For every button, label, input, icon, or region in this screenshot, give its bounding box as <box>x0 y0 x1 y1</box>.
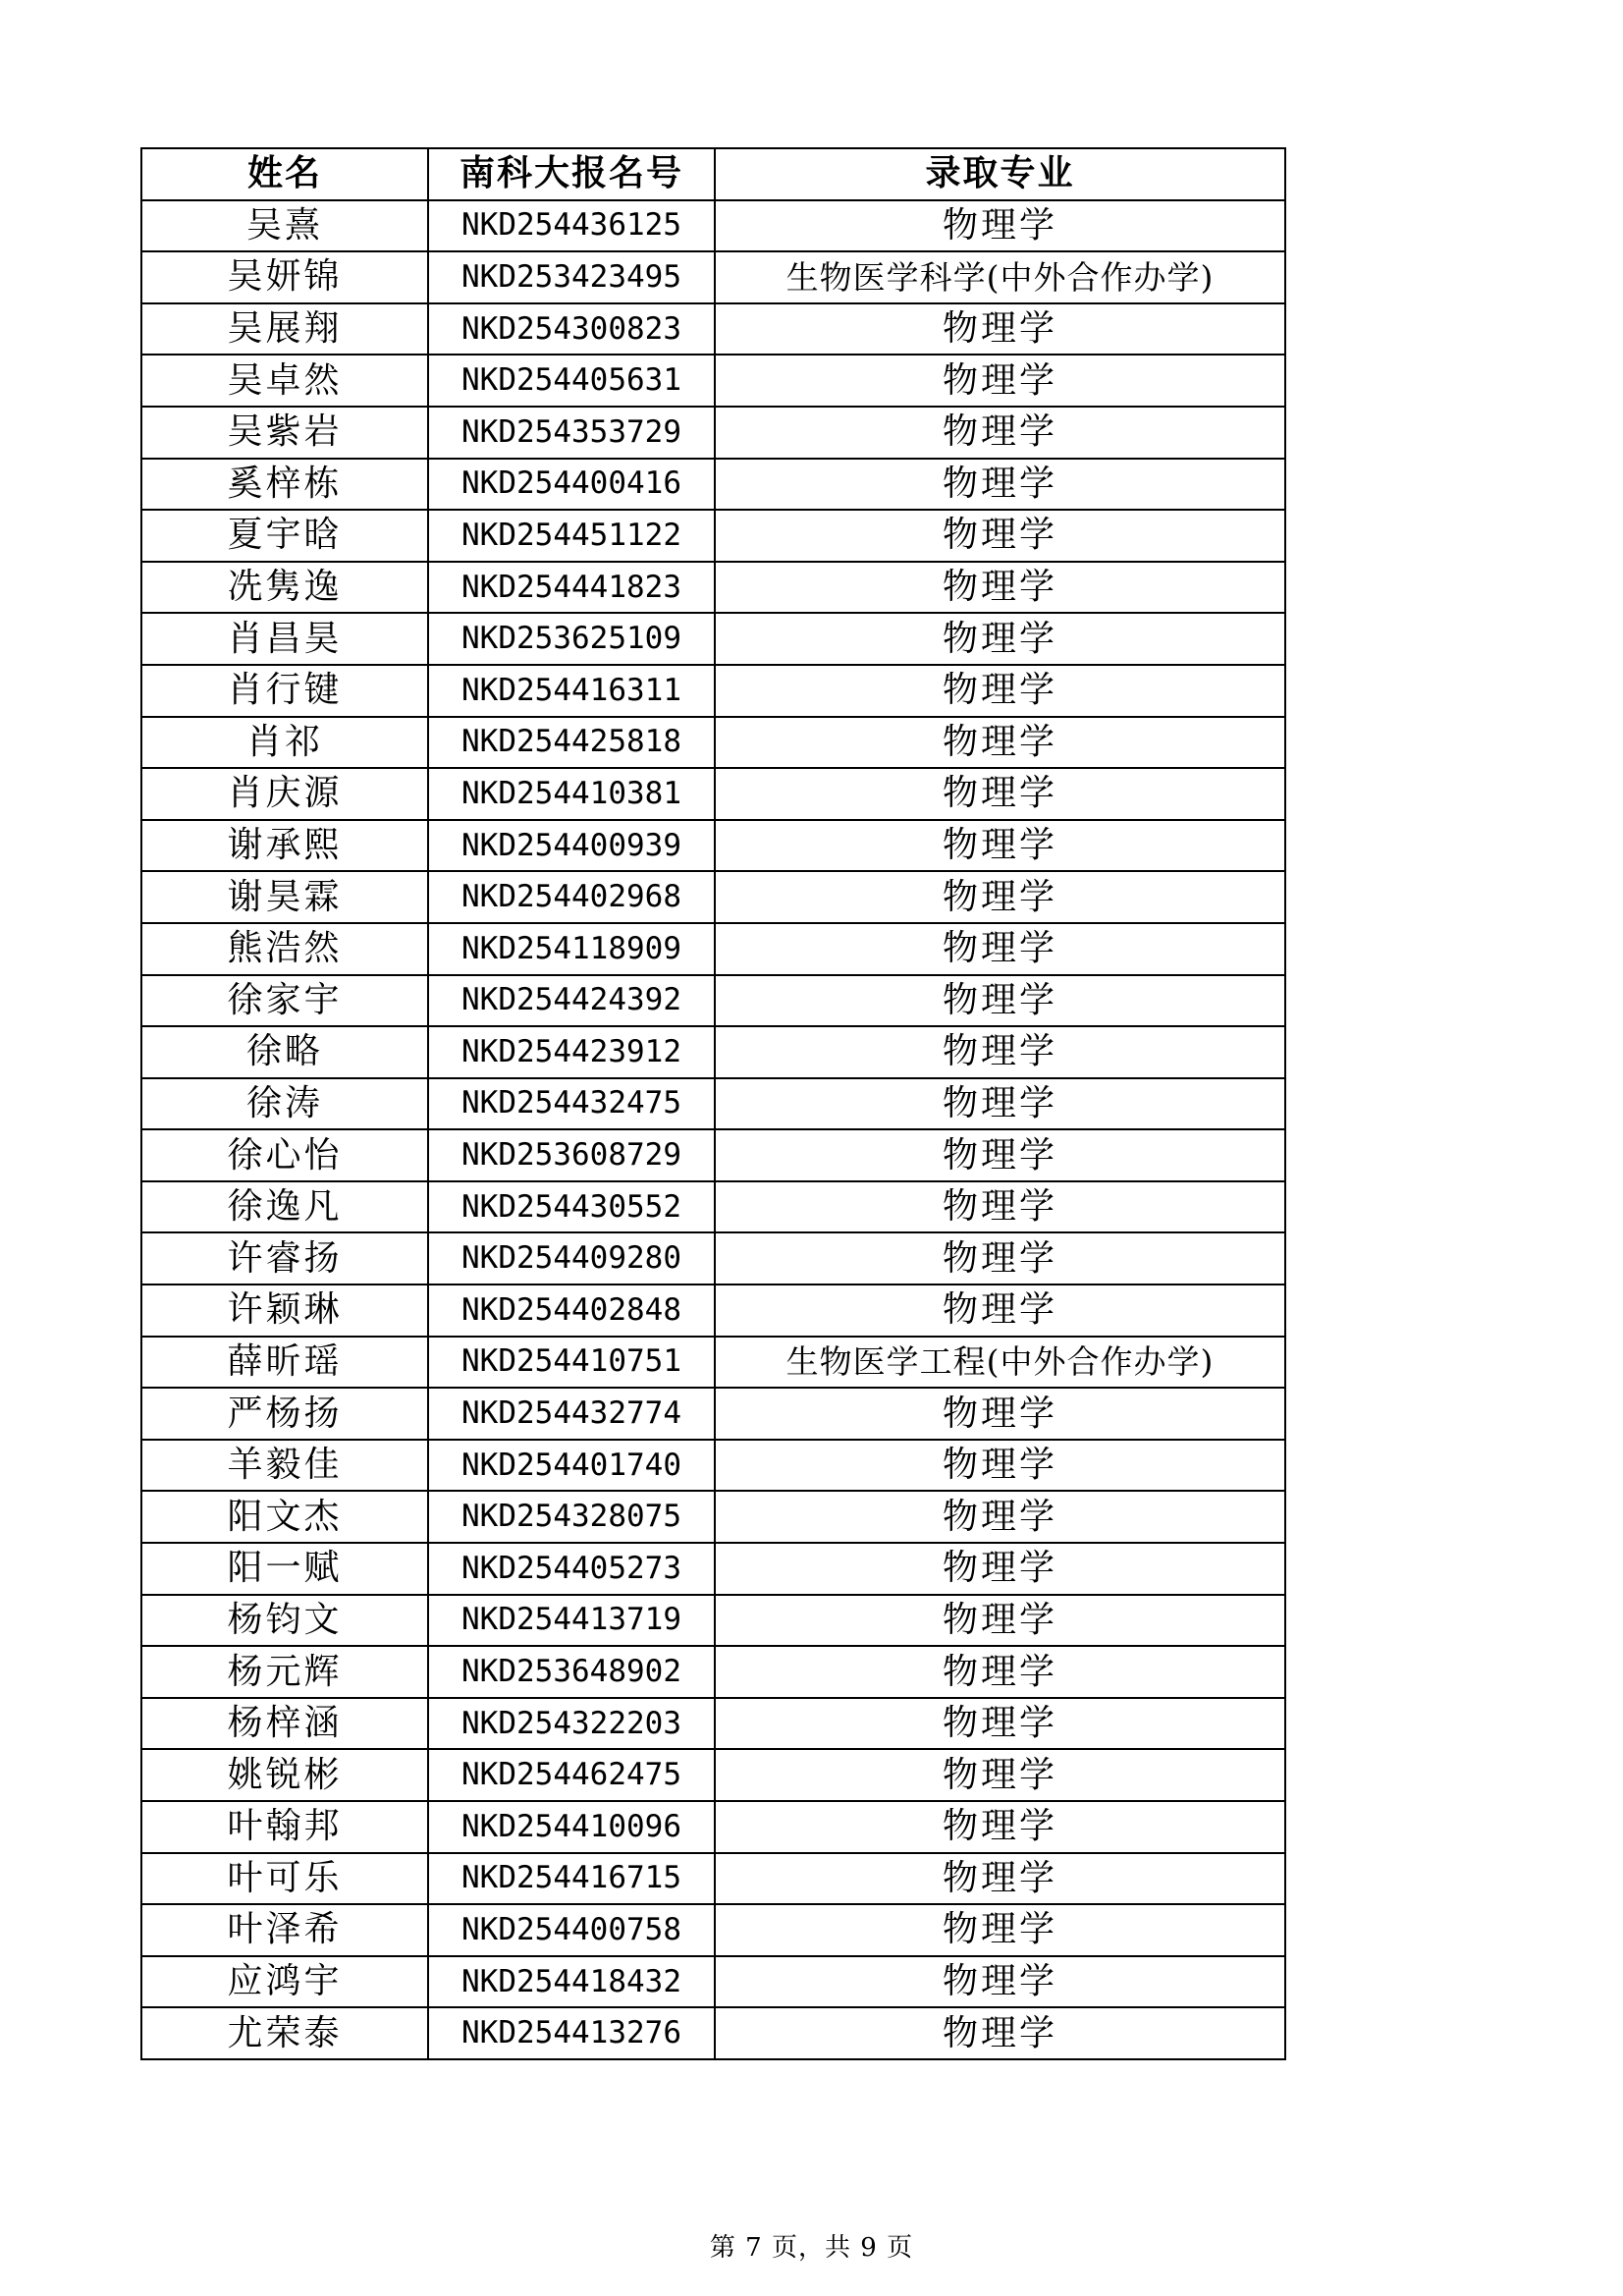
cell-major: 生物医学科学(中外合作办学) <box>715 251 1285 303</box>
table-row <box>141 562 1285 614</box>
cell-name: 吴紫岩 <box>141 407 428 459</box>
cell-name: 许睿扬 <box>141 1232 428 1285</box>
header-registration-no: 南科大报名号 <box>428 148 715 200</box>
cell-registration-no: NKD254423912 <box>428 1026 715 1078</box>
cell-name: 徐略 <box>141 1026 428 1078</box>
admission-list-table <box>140 147 1286 2060</box>
table-row <box>141 1749 1285 1801</box>
table-row <box>141 1491 1285 1543</box>
table-row <box>141 1388 1285 1440</box>
cell-major: 物理学 <box>715 2007 1285 2059</box>
cell-registration-no: NKD254418432 <box>428 1956 715 2008</box>
cell-name: 谢昊霖 <box>141 871 428 923</box>
cell-major: 物理学 <box>715 820 1285 872</box>
cell-name: 吴熹 <box>141 200 428 252</box>
cell-major: 物理学 <box>715 665 1285 717</box>
table-row <box>141 1956 1285 2008</box>
cell-major: 物理学 <box>715 1232 1285 1285</box>
cell-name: 肖庆源 <box>141 768 428 820</box>
cell-registration-no: NKD254400758 <box>428 1904 715 1956</box>
cell-major: 物理学 <box>715 1956 1285 2008</box>
cell-major: 物理学 <box>715 303 1285 355</box>
cell-name: 尤荣泰 <box>141 2007 428 2059</box>
cell-major: 物理学 <box>715 562 1285 614</box>
cell-registration-no: NKD253625109 <box>428 613 715 665</box>
table-row <box>141 1543 1285 1595</box>
cell-major: 物理学 <box>715 1491 1285 1543</box>
cell-major: 物理学 <box>715 923 1285 975</box>
cell-registration-no: NKD254400939 <box>428 820 715 872</box>
table-row <box>141 251 1285 303</box>
cell-name: 阳文杰 <box>141 1491 428 1543</box>
cell-major: 物理学 <box>715 1749 1285 1801</box>
header-major: 录取专业 <box>715 148 1285 200</box>
cell-name: 肖行键 <box>141 665 428 717</box>
cell-registration-no: NKD253423495 <box>428 251 715 303</box>
cell-registration-no: NKD254462475 <box>428 1749 715 1801</box>
table-row <box>141 2007 1285 2059</box>
cell-name: 叶可乐 <box>141 1853 428 1905</box>
cell-registration-no: NKD254400416 <box>428 459 715 511</box>
cell-name: 薛昕瑶 <box>141 1337 428 1389</box>
cell-major: 物理学 <box>715 1801 1285 1853</box>
cell-name: 吴展翔 <box>141 303 428 355</box>
table-row <box>141 1904 1285 1956</box>
table-row <box>141 200 1285 252</box>
cell-registration-no: NKD254436125 <box>428 200 715 252</box>
table-row <box>141 459 1285 511</box>
cell-registration-no: NKD254430552 <box>428 1181 715 1233</box>
cell-major: 物理学 <box>715 1853 1285 1905</box>
cell-registration-no: NKD254441823 <box>428 562 715 614</box>
cell-name: 杨梓涵 <box>141 1698 428 1750</box>
table-body <box>141 200 1285 2059</box>
cell-registration-no: NKD254432774 <box>428 1388 715 1440</box>
cell-name: 肖昌昊 <box>141 613 428 665</box>
table-row <box>141 1337 1285 1389</box>
cell-registration-no: NKD254410096 <box>428 1801 715 1853</box>
table-row <box>141 510 1285 562</box>
cell-major: 物理学 <box>715 407 1285 459</box>
cell-name: 吴妍锦 <box>141 251 428 303</box>
cell-registration-no: NKD254402848 <box>428 1285 715 1337</box>
cell-major: 物理学 <box>715 1904 1285 1956</box>
cell-registration-no: NKD254402968 <box>428 871 715 923</box>
cell-registration-no: NKD254353729 <box>428 407 715 459</box>
cell-name: 徐逸凡 <box>141 1181 428 1233</box>
table-row <box>141 820 1285 872</box>
page-number-footer: 第 7 页，共 9 页 <box>709 2233 914 2263</box>
table-row <box>141 355 1285 407</box>
cell-major: 物理学 <box>715 717 1285 769</box>
cell-registration-no: NKD253648902 <box>428 1646 715 1698</box>
table-row <box>141 923 1285 975</box>
cell-name: 杨元辉 <box>141 1646 428 1698</box>
cell-registration-no: NKD254425818 <box>428 717 715 769</box>
cell-major: 生物医学工程(中外合作办学) <box>715 1337 1285 1389</box>
cell-registration-no: NKD254432475 <box>428 1078 715 1130</box>
cell-name: 徐涛 <box>141 1078 428 1130</box>
cell-registration-no: NKD254118909 <box>428 923 715 975</box>
table-row <box>141 1595 1285 1647</box>
cell-name: 谢承熙 <box>141 820 428 872</box>
table-row <box>141 717 1285 769</box>
cell-name: 姚锐彬 <box>141 1749 428 1801</box>
cell-name: 阳一赋 <box>141 1543 428 1595</box>
table-row <box>141 1078 1285 1130</box>
table-row <box>141 613 1285 665</box>
cell-registration-no: NKD254413276 <box>428 2007 715 2059</box>
cell-major: 物理学 <box>715 510 1285 562</box>
cell-name: 肖祁 <box>141 717 428 769</box>
table-row <box>141 665 1285 717</box>
cell-major: 物理学 <box>715 613 1285 665</box>
cell-registration-no: NKD254405273 <box>428 1543 715 1595</box>
cell-major: 物理学 <box>715 1285 1285 1337</box>
table-row <box>141 1698 1285 1750</box>
cell-name: 叶翰邦 <box>141 1801 428 1853</box>
header-name: 姓名 <box>141 148 428 200</box>
cell-major: 物理学 <box>715 975 1285 1027</box>
cell-major: 物理学 <box>715 1543 1285 1595</box>
table-row <box>141 1285 1285 1337</box>
cell-major: 物理学 <box>715 1388 1285 1440</box>
table-row <box>141 1440 1285 1492</box>
cell-major: 物理学 <box>715 1026 1285 1078</box>
cell-registration-no: NKD254409280 <box>428 1232 715 1285</box>
cell-major: 物理学 <box>715 768 1285 820</box>
cell-name: 应鸿宇 <box>141 1956 428 2008</box>
cell-registration-no: NKD254410381 <box>428 768 715 820</box>
table-row <box>141 871 1285 923</box>
table-header-row <box>141 148 1285 200</box>
cell-registration-no: NKD254405631 <box>428 355 715 407</box>
cell-registration-no: NKD254322203 <box>428 1698 715 1750</box>
table-row <box>141 975 1285 1027</box>
cell-registration-no: NKD254416715 <box>428 1853 715 1905</box>
cell-name: 叶泽希 <box>141 1904 428 1956</box>
cell-registration-no: NKD254424392 <box>428 975 715 1027</box>
cell-major: 物理学 <box>715 200 1285 252</box>
cell-major: 物理学 <box>715 459 1285 511</box>
cell-registration-no: NKD254413719 <box>428 1595 715 1647</box>
cell-registration-no: NKD254451122 <box>428 510 715 562</box>
cell-major: 物理学 <box>715 871 1285 923</box>
cell-major: 物理学 <box>715 1129 1285 1181</box>
cell-major: 物理学 <box>715 1440 1285 1492</box>
table-row <box>141 768 1285 820</box>
table-row <box>141 1129 1285 1181</box>
table-row <box>141 1026 1285 1078</box>
table-row <box>141 1853 1285 1905</box>
cell-registration-no: NKD254401740 <box>428 1440 715 1492</box>
cell-name: 夏宇晗 <box>141 510 428 562</box>
cell-registration-no: NKD253608729 <box>428 1129 715 1181</box>
cell-major: 物理学 <box>715 1595 1285 1647</box>
cell-name: 熊浩然 <box>141 923 428 975</box>
cell-major: 物理学 <box>715 355 1285 407</box>
table-row <box>141 407 1285 459</box>
cell-major: 物理学 <box>715 1181 1285 1233</box>
cell-major: 物理学 <box>715 1646 1285 1698</box>
cell-name: 吴卓然 <box>141 355 428 407</box>
table-row <box>141 1801 1285 1853</box>
table-row <box>141 1232 1285 1285</box>
cell-registration-no: NKD254328075 <box>428 1491 715 1543</box>
cell-major: 物理学 <box>715 1078 1285 1130</box>
cell-name: 杨钧文 <box>141 1595 428 1647</box>
cell-name: 羊毅佳 <box>141 1440 428 1492</box>
table-row <box>141 1181 1285 1233</box>
cell-registration-no: NKD254416311 <box>428 665 715 717</box>
table-row <box>141 303 1285 355</box>
table-row <box>141 1646 1285 1698</box>
cell-name: 奚梓栋 <box>141 459 428 511</box>
cell-name: 徐心怡 <box>141 1129 428 1181</box>
cell-name: 冼隽逸 <box>141 562 428 614</box>
cell-name: 严杨扬 <box>141 1388 428 1440</box>
cell-registration-no: NKD254300823 <box>428 303 715 355</box>
cell-name: 许颖琳 <box>141 1285 428 1337</box>
cell-major: 物理学 <box>715 1698 1285 1750</box>
cell-name: 徐家宇 <box>141 975 428 1027</box>
cell-registration-no: NKD254410751 <box>428 1337 715 1389</box>
